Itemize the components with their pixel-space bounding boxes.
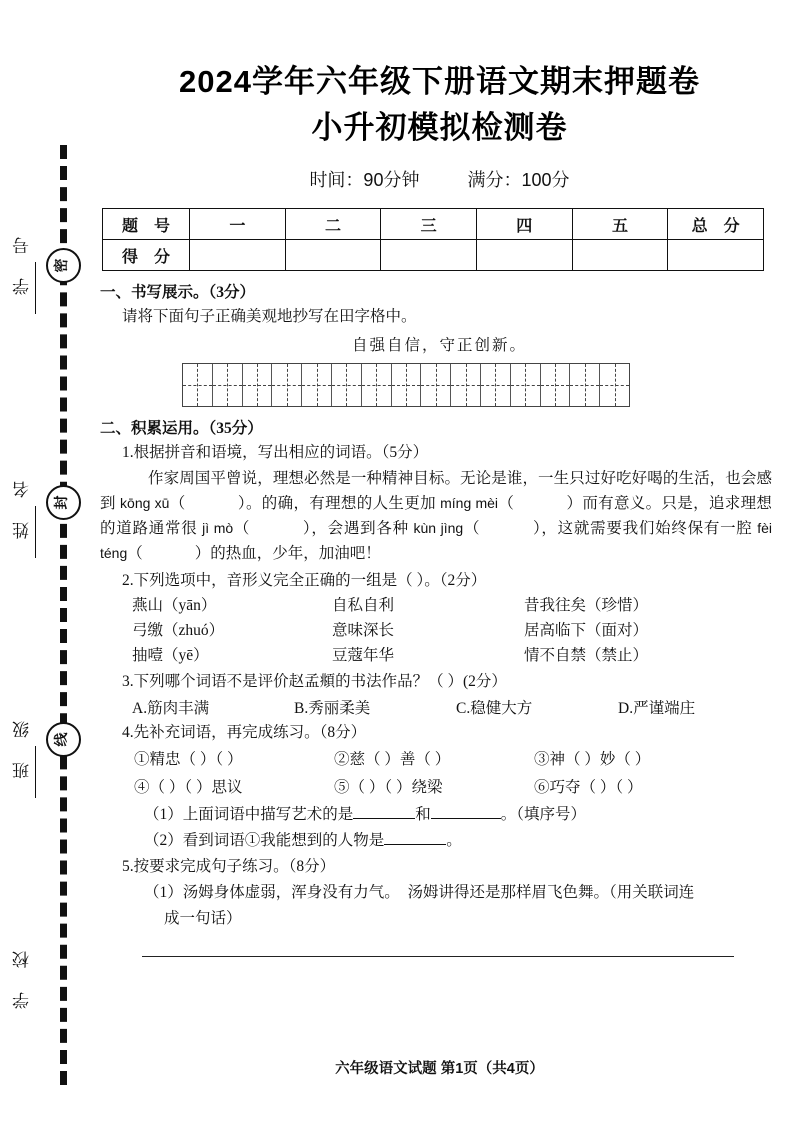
section-1-sentence: 自强自信，守正创新。 [351,337,527,354]
tianzige-cell[interactable] [302,364,332,406]
sub-2-pre: （2）看到词语①我能想到的人物是 [144,832,385,849]
question-3-option-d[interactable]: D.严谨端庄 [618,700,696,717]
tianzige-cell[interactable] [600,364,629,406]
tianzige-cell[interactable] [332,364,362,406]
pinyin-feiteng: fèi téng [100,520,772,561]
section-1-instruction: 请将下面句子正确美观地抄写在田字格中。 [122,308,417,325]
idiom-6[interactable]: ⑥巧夺（ ）（ ） [534,779,643,796]
answer-paren[interactable]: （ [498,495,515,512]
tianzige-cell[interactable] [481,364,511,406]
passage-part-1: 作家周国平曾说，理想必然是一种精神目标。无论是谁，一生只过好吃好喝的生活，也会感到 [100,470,772,512]
answer-paren[interactable]: （ [127,545,143,562]
question-5-sub-1-line-1: （1）汤姆身体虚弱，浑身没有力气。 汤姆讲得还是那样眉飞色舞。（用关联词连 [144,884,695,901]
passage-part-2: ）。的确，有理想的人生更加 [237,495,436,512]
score-cell-total[interactable] [668,240,764,271]
exam-paper-content [86,0,793,1122]
tianzige-cell[interactable] [511,364,541,406]
option-b-col2: 意味深长 [332,622,395,639]
section-2-heading: 二、积累运用。（35分） [100,420,263,437]
idiom-2[interactable]: ②慈（ ）善（ ） [334,751,451,768]
score-table-score-label: 得 分 [103,240,190,271]
exam-total-score: 满分：100分 [467,170,570,190]
seal-field-school-label: 学 校 [13,940,32,1010]
score-cell-4[interactable] [476,240,572,271]
answer-paren[interactable]: （ [233,520,251,537]
question-4-idiom-row-1 [134,748,793,772]
score-table-header-1: 一 [190,209,286,240]
table-row [103,209,764,240]
exam-duration: 时间：90分钟 [309,170,420,190]
question-5-stem: 5.按要求完成句子练习。（8分） [122,858,336,875]
tianzige-cell[interactable] [362,364,392,406]
tianzige-cell[interactable] [541,364,571,406]
score-cell-1[interactable] [190,240,286,271]
seal-field-rule [35,262,37,314]
question-3-options [132,696,793,718]
question-2-option-a[interactable] [132,595,793,617]
question-3-option-b[interactable]: B.秀丽柔美 [294,700,371,717]
seal-badge-mi: 密 [46,248,81,283]
seal-field-rule [35,506,37,558]
passage-part-3: ）而有意义。只是，追求理想的道路通常很 [100,495,772,537]
pinyin-mingmei: míng mèi [440,495,499,511]
seal-field-name [10,440,54,570]
question-2-option-c[interactable] [132,645,793,667]
idiom-5[interactable]: ⑤（ ）（ ）绕梁 [334,779,443,796]
seal-badge-feng: 封 [46,485,81,520]
option-a-col2: 自私自利 [332,597,395,614]
question-2-stem: 2.下列选项中，音形义完全正确的一组是（ ）。（2分） [122,572,487,589]
exam-meta [86,166,793,192]
seal-field-student-id [10,196,54,326]
seal-field-class-label: 班 级 [13,710,32,780]
seal-badge-xian: 线 [46,722,81,757]
option-c-col3: 情不自禁（禁止） [524,647,649,664]
sub-1-mid: 和 [415,806,431,823]
question-2-option-b[interactable] [132,620,793,642]
question-3-option-a[interactable]: A.筋肉丰满 [132,700,210,717]
answer-writing-line[interactable] [142,956,734,957]
tianzige-grid[interactable] [182,363,630,407]
pinyin-kunjing: kùn jìng [413,520,464,536]
section-1-heading: 一、书写展示。（3分） [100,284,256,301]
question-1-stem: 1.根据拼音和语境，写出相应的词语。（5分） [122,444,429,461]
tianzige-cell[interactable] [213,364,243,406]
passage-part-6: ）的热血，少年，加油吧！ [194,545,381,562]
tianzige-cell[interactable] [451,364,481,406]
option-a-col1: 燕山（yān） [132,597,217,614]
sub-1-post: 。（填序号） [500,806,587,823]
seal-field-name-label: 姓 名 [13,470,32,540]
seal-dashed-line [60,145,67,1085]
page-title: 2024学年六年级下册语文期末押题卷 [179,64,700,99]
answer-blank[interactable] [384,829,446,845]
seal-field-school [10,920,54,1030]
score-cell-5[interactable] [572,240,668,271]
score-cell-3[interactable] [381,240,477,271]
idiom-3[interactable]: ③神（ ）妙（ ） [534,751,651,768]
page-footer: 六年级语文试题 第1页（共4页） [335,1061,544,1077]
passage-part-5: ），这就需要我们始终保有一腔 [532,520,753,537]
tianzige-cell[interactable] [243,364,273,406]
table-row [103,240,764,271]
seal-field-class [10,680,54,810]
answer-blank[interactable] [431,803,501,819]
passage-part-4: ），会遇到各种 [302,520,409,537]
score-table-header-total: 总 分 [668,209,764,240]
score-table-header-4: 四 [476,209,572,240]
pinyin-jimo: jì mò [202,520,234,536]
question-3-stem: 3.下列哪个词语不是评价赵孟頫的书法作品？（ ）(2分） [122,673,507,690]
seal-field-student-id-label: 学 号 [13,226,32,296]
idiom-4[interactable]: ④（ ）（ ）思议 [134,779,243,796]
score-table-header-3: 三 [381,209,477,240]
answer-paren[interactable]: （ [463,520,481,537]
tianzige-cell[interactable] [183,364,213,406]
page-subtitle: 小升初模拟检测卷 [311,110,568,145]
question-3-option-c[interactable]: C.稳健大方 [456,700,533,717]
idiom-1[interactable]: ①精忠（ ）（ ） [134,751,243,768]
pinyin-kongxu: kōng xū [120,495,170,511]
sub-1-pre: （1）上面词语中描写艺术的是 [144,806,354,823]
score-cell-2[interactable] [285,240,381,271]
question-4-idiom-row-2 [134,776,793,800]
answer-blank[interactable] [353,803,415,819]
tianzige-cell[interactable] [421,364,451,406]
question-4-stem: 4.先补充词语，再完成练习。（8分） [122,724,367,741]
option-b-col3: 居高临下（面对） [524,622,649,639]
score-table-header-label: 题 号 [103,209,190,240]
option-b-col1: 弓缴（zhuó） [132,622,225,639]
option-c-col1: 抽噎（yē） [132,647,209,664]
tianzige-cell[interactable] [272,364,302,406]
score-table [102,208,764,271]
answer-paren[interactable]: （ [169,495,186,512]
score-table-header-5: 五 [572,209,668,240]
sub-2-post: 。 [446,832,462,849]
seal-line-column [0,0,86,1122]
tianzige-cell[interactable] [392,364,422,406]
tianzige-cell[interactable] [570,364,600,406]
question-5-sub-1-line-2: 成一句话） [164,910,242,927]
option-a-col3: 昔我往矣（珍惜） [524,597,649,614]
seal-field-rule [35,746,37,798]
question-4-sub-1 [144,803,793,826]
score-table-header-2: 二 [285,209,381,240]
option-c-col2: 豆蔻年华 [332,647,395,664]
question-1-passage [100,466,772,566]
question-4-sub-2 [144,829,793,852]
